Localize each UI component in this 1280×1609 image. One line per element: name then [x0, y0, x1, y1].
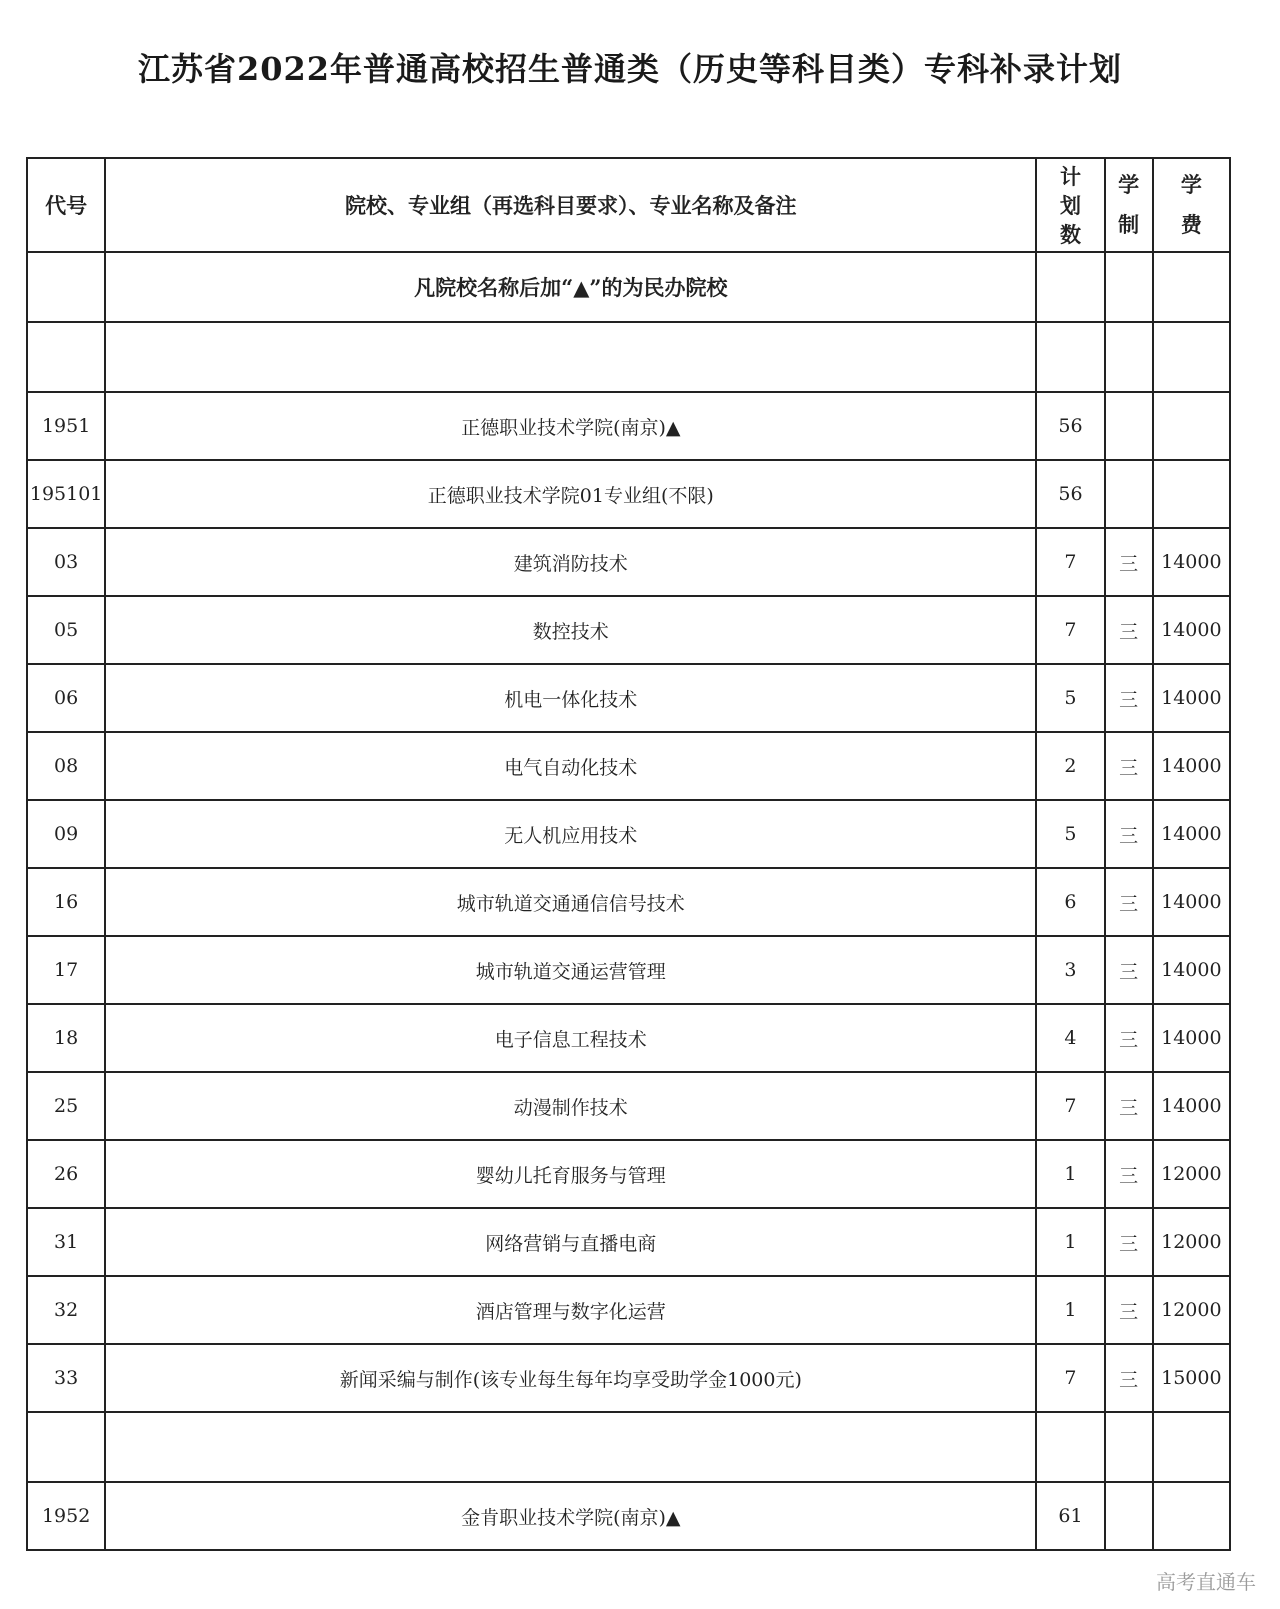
header-code: 代号: [27, 158, 105, 252]
row-tuition-fee: 14000: [1153, 732, 1230, 800]
blank-row: [27, 1412, 1230, 1482]
table-row: [27, 528, 1230, 596]
header-length: 学 制: [1105, 158, 1153, 252]
table-row: [27, 868, 1230, 936]
row-study-length: 三: [1105, 1004, 1153, 1072]
row-code: 18: [27, 1004, 105, 1072]
row-study-length: [1105, 392, 1153, 460]
row-name: 婴幼儿托育服务与管理: [105, 1140, 1036, 1208]
row-study-length: 三: [1105, 528, 1153, 596]
row-name: 正德职业技术学院01专业组(不限): [105, 460, 1036, 528]
note-code-cell: [27, 252, 105, 322]
row-code: 33: [27, 1344, 105, 1412]
row-study-length: [1105, 460, 1153, 528]
row-name: 城市轨道交通通信信号技术: [105, 868, 1036, 936]
row-plan-count: 1: [1036, 1140, 1104, 1208]
table-row: [27, 732, 1230, 800]
blank-row: [27, 322, 1230, 392]
row-code: 03: [27, 528, 105, 596]
row-tuition-fee: 14000: [1153, 1072, 1230, 1140]
row-code: 06: [27, 664, 105, 732]
row-tuition-fee: 15000: [1153, 1344, 1230, 1412]
row-plan-count: 5: [1036, 664, 1104, 732]
row-name: 网络营销与直播电商: [105, 1208, 1036, 1276]
table-row: [27, 1344, 1230, 1412]
row-name: 数控技术: [105, 596, 1036, 664]
row-tuition-fee: 12000: [1153, 1208, 1230, 1276]
row-study-length: 三: [1105, 1276, 1153, 1344]
row-plan-count: 6: [1036, 868, 1104, 936]
row-tuition-fee: 14000: [1153, 868, 1230, 936]
row-tuition-fee: [1153, 460, 1230, 528]
row-plan-count: 56: [1036, 460, 1104, 528]
row-code: 05: [27, 596, 105, 664]
row-tuition-fee: [1153, 1482, 1230, 1550]
row-name: 电子信息工程技术: [105, 1004, 1036, 1072]
row-name: 酒店管理与数字化运营: [105, 1276, 1036, 1344]
table-row: [27, 1140, 1230, 1208]
row-plan-count: 1: [1036, 1276, 1104, 1344]
row-code: 31: [27, 1208, 105, 1276]
row-study-length: 三: [1105, 868, 1153, 936]
row-study-length: 三: [1105, 1072, 1153, 1140]
row-tuition-fee: 14000: [1153, 936, 1230, 1004]
table-row: [27, 800, 1230, 868]
row-name: 正德职业技术学院(南京)▲: [105, 392, 1036, 460]
row-code: 16: [27, 868, 105, 936]
row-tuition-fee: [1153, 392, 1230, 460]
table-row: [27, 1004, 1230, 1072]
row-plan-count: 5: [1036, 800, 1104, 868]
row-plan-count: 3: [1036, 936, 1104, 1004]
row-study-length: 三: [1105, 1208, 1153, 1276]
row-name: 无人机应用技术: [105, 800, 1036, 868]
row-plan-count: 2: [1036, 732, 1104, 800]
row-code: 09: [27, 800, 105, 868]
header-plan: 计 划 数: [1036, 158, 1104, 252]
row-name: 城市轨道交通运营管理: [105, 936, 1036, 1004]
row-study-length: 三: [1105, 1344, 1153, 1412]
table-row: [27, 392, 1230, 460]
row-plan-count: 1: [1036, 1208, 1104, 1276]
row-name: 机电一体化技术: [105, 664, 1036, 732]
row-study-length: 三: [1105, 1140, 1153, 1208]
row-code: 1951: [27, 392, 105, 460]
row-study-length: 三: [1105, 596, 1153, 664]
row-tuition-fee: 14000: [1153, 664, 1230, 732]
table-header-row: [27, 158, 1230, 252]
row-name: 新闻采编与制作(该专业每生每年均享受助学金1000元): [105, 1344, 1036, 1412]
row-plan-count: 7: [1036, 1072, 1104, 1140]
private-school-note-row: [27, 252, 1230, 322]
row-code: 195101: [27, 460, 105, 528]
row-code: 25: [27, 1072, 105, 1140]
table-row: [27, 664, 1230, 732]
row-tuition-fee: 14000: [1153, 1004, 1230, 1072]
row-code: 17: [27, 936, 105, 1004]
row-tuition-fee: 14000: [1153, 596, 1230, 664]
row-study-length: 三: [1105, 800, 1153, 868]
admission-plan-table: [26, 157, 1231, 1551]
table-row: [27, 1072, 1230, 1140]
row-name: 电气自动化技术: [105, 732, 1036, 800]
row-code: 08: [27, 732, 105, 800]
private-school-note: 凡院校名称后加“▲”的为民办院校: [105, 252, 1036, 322]
row-tuition-fee: 12000: [1153, 1140, 1230, 1208]
row-plan-count: 7: [1036, 596, 1104, 664]
row-name: 建筑消防技术: [105, 528, 1036, 596]
row-plan-count: 61: [1036, 1482, 1104, 1550]
row-study-length: [1105, 1482, 1153, 1550]
row-code: 1952: [27, 1482, 105, 1550]
row-name: 动漫制作技术: [105, 1072, 1036, 1140]
table-row: [27, 1482, 1230, 1550]
row-code: 26: [27, 1140, 105, 1208]
row-study-length: 三: [1105, 732, 1153, 800]
page-title: 江苏省2022年普通高校招生普通类（历史等科目类）专科补录计划: [137, 50, 1123, 88]
table-row: [27, 1208, 1230, 1276]
row-tuition-fee: 12000: [1153, 1276, 1230, 1344]
row-study-length: 三: [1105, 936, 1153, 1004]
row-tuition-fee: 14000: [1153, 800, 1230, 868]
watermark: 高考直通车: [1152, 1564, 1260, 1597]
row-tuition-fee: 14000: [1153, 528, 1230, 596]
row-plan-count: 7: [1036, 528, 1104, 596]
row-name: 金肯职业技术学院(南京)▲: [105, 1482, 1036, 1550]
table-row: [27, 596, 1230, 664]
row-study-length: 三: [1105, 664, 1153, 732]
table-row: [27, 936, 1230, 1004]
header-fee: 学 费: [1153, 158, 1230, 252]
table-row: [27, 460, 1230, 528]
row-plan-count: 4: [1036, 1004, 1104, 1072]
table-row: [27, 1276, 1230, 1344]
row-plan-count: 56: [1036, 392, 1104, 460]
row-plan-count: 7: [1036, 1344, 1104, 1412]
row-code: 32: [27, 1276, 105, 1344]
header-name: 院校、专业组（再选科目要求）、专业名称及备注: [105, 158, 1036, 252]
